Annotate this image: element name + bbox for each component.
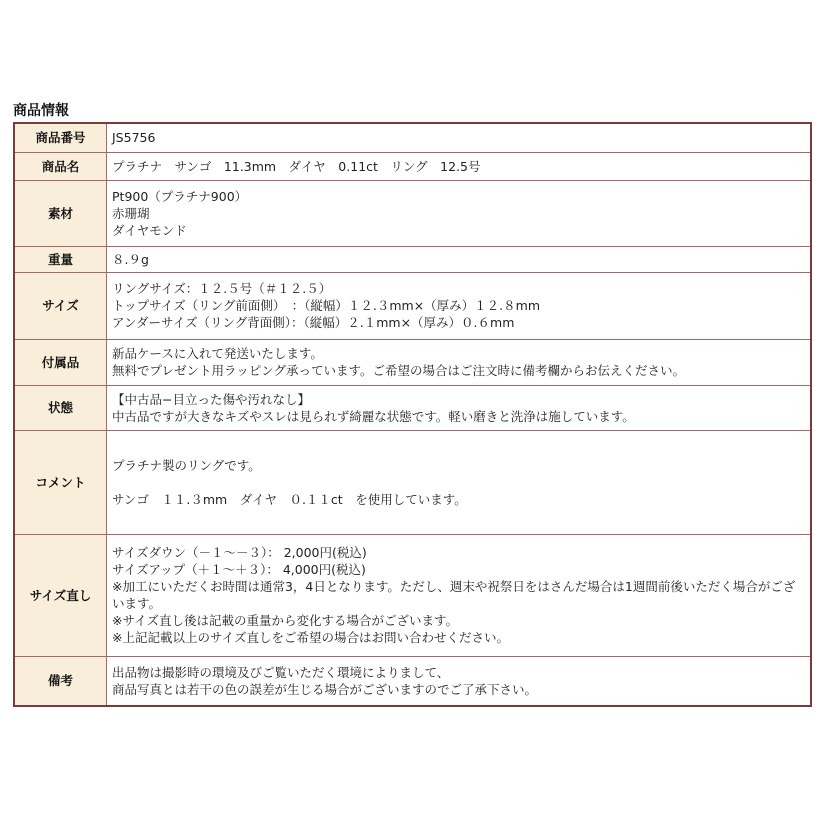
value-line: リングサイズ：１２.５号（＃１２.５） [112, 281, 332, 296]
value-line: ※サイズ直し後は記載の重量から変化する場合がございます。 [112, 613, 458, 628]
value-line: プラチナ製のリングです。 [112, 457, 261, 473]
value-size [107, 272, 812, 339]
value-line: サイズアップ（＋１～＋３）： 4,000円(税込) [112, 562, 366, 577]
value-line: ※加工にいただくお時間は通常3，4日となります。ただし、週末や祝祭日をはさんだ場合は1週間前後いただく場合がございます。 [112, 579, 796, 611]
value-line: サイズダウン（－１～－３）： 2,000円(税込) [112, 545, 367, 560]
row-product-number [14, 123, 811, 152]
label-comment: コメント [14, 430, 107, 534]
value-weight [107, 246, 812, 272]
value-line: アンダーサイズ（リング背面側）：（縦幅）２.１mm×（厚み）０.６mm [112, 315, 515, 330]
value-line: 商品写真とは若干の色の誤差が生じる場合がございますのでご了承下さい。 [112, 681, 538, 697]
label-product-number: 商品番号 [14, 123, 107, 152]
label-weight: 重量 [14, 246, 107, 272]
row-weight [14, 246, 811, 272]
row-accessories [14, 339, 811, 385]
row-size [14, 272, 811, 339]
label-accessories: 付属品 [14, 339, 107, 385]
label-size: サイズ [14, 272, 107, 339]
value-line: JS5756 [112, 130, 156, 146]
value-accessories [107, 339, 812, 385]
label-remarks: 備考 [14, 656, 107, 706]
value-line: ダイヤモンド [112, 222, 187, 238]
value-resizing [107, 534, 812, 656]
blank-line [112, 474, 805, 491]
value-line: ８.９g [112, 251, 149, 267]
value-line: 中古品ですが大きなキズやスレは見られず綺麗な状態です。軽い磨きと洗浄は施しています。 [112, 408, 635, 424]
value-line: サンゴ １１.３mm ダイヤ ０.１１ct を使用しています。 [112, 491, 467, 507]
row-product-name [14, 152, 811, 180]
value-line: 出品物は撮影時の環境及びご覧いただく環境によりまして、 [112, 664, 450, 680]
label-resizing: サイズ直し [14, 534, 107, 656]
value-condition [107, 385, 812, 430]
value-line: ※上記記載以上のサイズ直しをご希望の場合はお問い合わせください。 [112, 630, 509, 645]
value-product-name [107, 152, 812, 180]
value-comment [107, 430, 812, 534]
value-line: 赤珊瑚 [112, 205, 150, 221]
value-line: トップサイズ（リング前面側） ：（縦幅）１２.３mm×（厚み）１２.８mm [112, 298, 541, 313]
value-line: プラチナ サンゴ 11.3mm ダイヤ 0.11ct リング 12.5号 [112, 158, 481, 174]
row-remarks [14, 656, 811, 706]
value-product-number [107, 123, 812, 152]
value-line: 新品ケースに入れて発送いたします。 [112, 346, 323, 361]
row-condition [14, 385, 811, 430]
value-line: Pt900（プラチナ900） [112, 188, 248, 204]
label-condition: 状態 [14, 385, 107, 430]
label-material: 素材 [14, 180, 107, 246]
row-material [14, 180, 811, 246]
label-product-name: 商品名 [14, 152, 107, 180]
value-remarks [107, 656, 812, 706]
row-resizing [14, 534, 811, 656]
value-material [107, 180, 812, 246]
value-line: 【中古品−目立った傷や汚れなし】 [112, 391, 310, 407]
section-title: 商品情報 [13, 103, 69, 119]
row-comment [14, 430, 811, 534]
product-info-table [13, 122, 812, 707]
value-line: 無料でプレゼント用ラッピング承っています。ご希望の場合はご注文時に備考欄からお伝えください。 [112, 363, 686, 378]
